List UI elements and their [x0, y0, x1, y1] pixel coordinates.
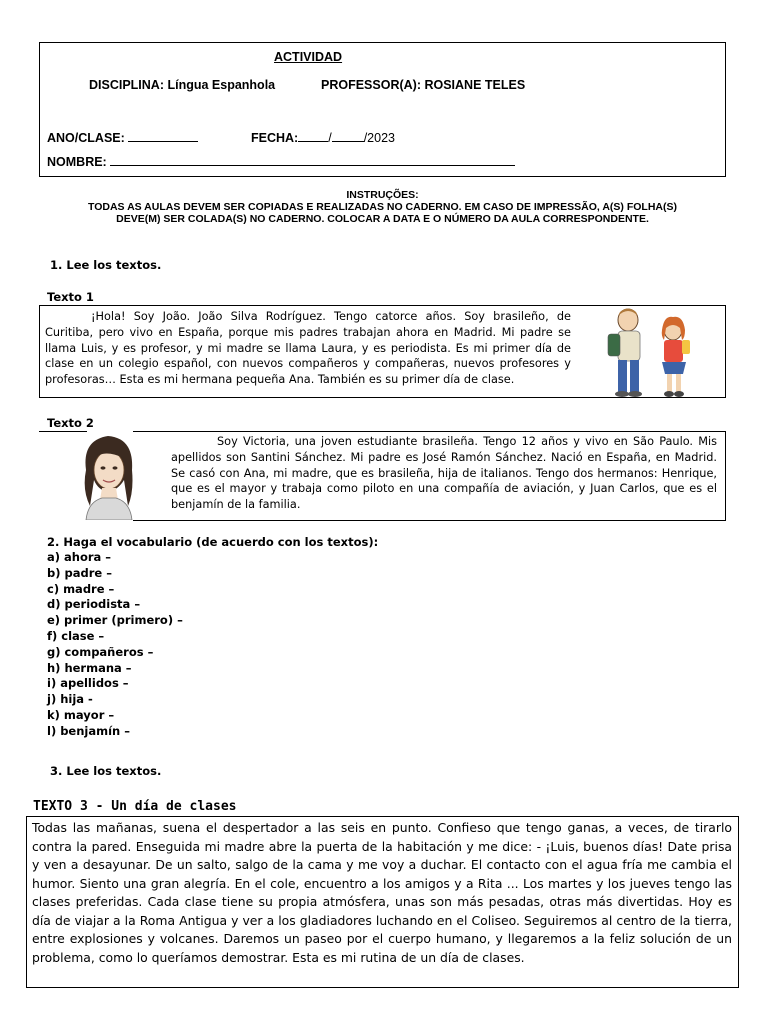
girl-portrait-illustration [72, 430, 146, 520]
fecha-month-blank [332, 129, 364, 142]
nombre-label: NOMBRE: [47, 155, 107, 169]
fecha-year: /2023 [363, 131, 395, 145]
fecha-day-blank [298, 129, 328, 142]
texto-1-body: ¡Hola! Soy João. João Silva Rodríguez. Tengo catorce años. Soy brasileño, de Curitiba, pero vivo en España, porque mis padres trabajan ahora en Madrid. Mi padre se llama Luis, y es profesor, y mi madre se llama Laura, y es periodista. Es mi primer día de clase en un colegio español, con nuevos compañeros y compañeras, nuevos profesores y profesoras… Esta es mi hermana pequeña Ana. También es su primer día de clase. [45, 310, 571, 387]
vocab-item-h: h) hermana – [47, 660, 132, 675]
nombre-field[interactable] [47, 153, 515, 169]
vocab-item-a: a) ahora – [47, 550, 112, 564]
professor-label: PROFESSOR(A): ROSIANE TELES [321, 78, 526, 92]
fecha-field[interactable] [251, 129, 395, 145]
vocab-item-d: d) periodista – [47, 597, 141, 612]
vocab-item-b: b) padre – [47, 565, 112, 580]
texto-1-label: Texto 1 [47, 290, 94, 304]
instructions-line-2: DEVE(M) SER COLADA(S) NO CADERNO. COLOCAR A DATA E O NÚMERO DA AULA CORRESPONDENTE. [116, 213, 649, 225]
vocab-item-k: k) mayor – [47, 707, 115, 722]
vocab-item-l: l) benjamín – [47, 723, 130, 738]
nombre-blank [110, 153, 515, 166]
question-1: 1. Lee los textos. [50, 258, 162, 272]
question-2: 2. Haga el vocabulario (de acuerdo con los textos): [47, 535, 379, 549]
vocab-item-e: e) primer (primero) – [47, 613, 183, 628]
vocab-item-c: c) madre – [47, 581, 115, 596]
instructions-line-1: TODAS AS AULAS DEVEM SER COPIADAS E REALIZADAS NO CADERNO. EM CASO DE IMPRESSÃO, A(S) FOLHA(S) [87, 201, 677, 213]
question-3: 3. Lee los textos. [50, 764, 162, 778]
vocab-item-i: i) apellidos – [47, 676, 129, 691]
fecha-separator: / [328, 131, 332, 145]
texto-3-title: TEXTO 3 - Un día de clases [33, 799, 237, 814]
vocab-item-f: f) clase – [47, 628, 105, 643]
two-students-illustration [598, 306, 704, 400]
ano-clase-label: ANO/CLASE: [47, 131, 125, 145]
texto-3-body: Todas las mañanas, suena el despertador a las seis en punto. Confieso que tengo ganas, a veces, de tirarlo contra la pared. Enseguida mi madre abre la puerta de la habitación y me dice: - ¡Luis, buenos días! Date prisa y ven a desayunar. De un salto, salgo de la cama y me voy a duchar. El contacto con el agua fría me cambia el humor. Siento una gran alegría. En el cole, encuentro a los amigos y a Rita ... Los martes y los jueves tengo las clases preferidas. Cada clase tiene su propia atmósfera, unas son más pesadas, otras más divertidas. Hoy es día de viajar a la Roma Antigua y ver a los gladiadores luchando en el Coliseo. Seguiremos al centro de la tierra, entre explosiones y volcanes. Daremos un paseo por el cuerpo humano, y llegaremos a la feliz solución de un problema, como lo queríamos demostrar. Esta es mi rutina de un día de clases. [32, 820, 732, 965]
vocab-item-j: j) hija - [47, 692, 93, 707]
vocabulary-list [47, 550, 183, 740]
worksheet-title: ACTIVIDAD [274, 50, 343, 64]
disciplina-label: DISCIPLINA: Língua Espanhola [89, 78, 276, 92]
ano-clase-field[interactable] [47, 129, 198, 145]
texto-2-label: Texto 2 [47, 416, 94, 430]
ano-clase-blank [128, 129, 198, 142]
texto-2-body: Soy Victoria, una joven estudiante brasileña. Tengo 12 años y vivo en São Paulo. Mis apellidos son Santini Sánchez. Mi padre es José Ramón Sánchez. Nació en España, en Madrid. Se casó con Ana, mi madre, que es brasileña, hija de italianos. Tengo dos hermanos: Henrique, que es el mayor y trabaja como piloto en una compañía de aviación, y Juan Carlos, que es el benjamín de la familia. [171, 435, 717, 512]
fecha-label: FECHA: [251, 131, 299, 145]
vocab-item-g: g) compañeros – [47, 644, 154, 659]
instructions-title: INSTRUÇÕES: [346, 189, 419, 201]
